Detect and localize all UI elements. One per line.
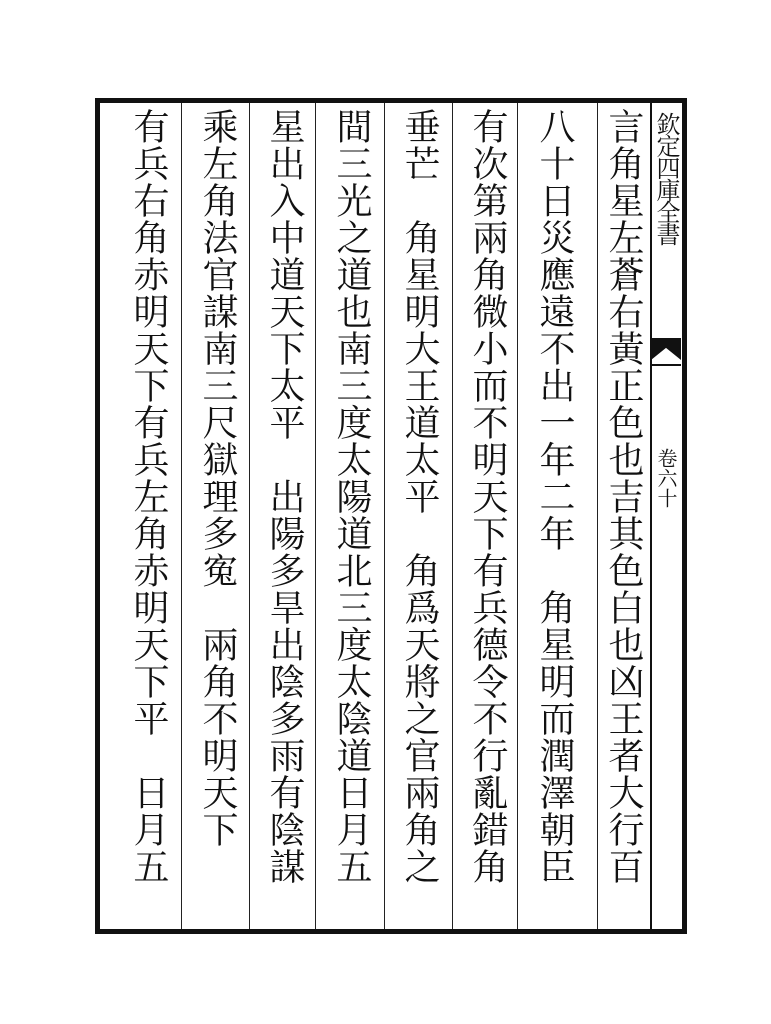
fishtail-divider bbox=[651, 364, 681, 366]
text-column-8: 有兵右角赤明天下有兵左角赤明天下平 日月五 bbox=[128, 108, 169, 885]
text-column-3: 有次第兩角微小而不明天下有兵德令不行亂錯角 bbox=[467, 108, 508, 885]
text-column-6: 星出入中道天下太平 出陽多旱出陰多雨有陰謀 bbox=[264, 108, 305, 885]
text-column-1: 言角星左蒼右黃正色也吉其色白也凶王者大行百 bbox=[603, 108, 644, 885]
volume-label: 卷六十 bbox=[654, 448, 678, 508]
column-rule bbox=[517, 103, 518, 929]
column-rule bbox=[452, 103, 453, 929]
column-rule bbox=[384, 103, 385, 929]
column-rule bbox=[249, 103, 250, 929]
column-rule bbox=[315, 103, 316, 929]
text-column-5: 間三光之道也南三度太陽道北三度太陰道日月五 bbox=[331, 108, 372, 885]
text-column-2: 八十日災應遠不出一年二年 角星明而潤澤朝臣 bbox=[534, 108, 575, 885]
text-column-7: 乘左角法官謀南三尺獄理多寃 兩角不明天下 bbox=[197, 108, 238, 848]
book-title: 欽定四庫全書 bbox=[652, 112, 680, 244]
column-rule bbox=[181, 103, 182, 929]
text-column-4: 垂芒 角星明大王道太平 角爲天將之官兩角之 bbox=[399, 108, 440, 885]
